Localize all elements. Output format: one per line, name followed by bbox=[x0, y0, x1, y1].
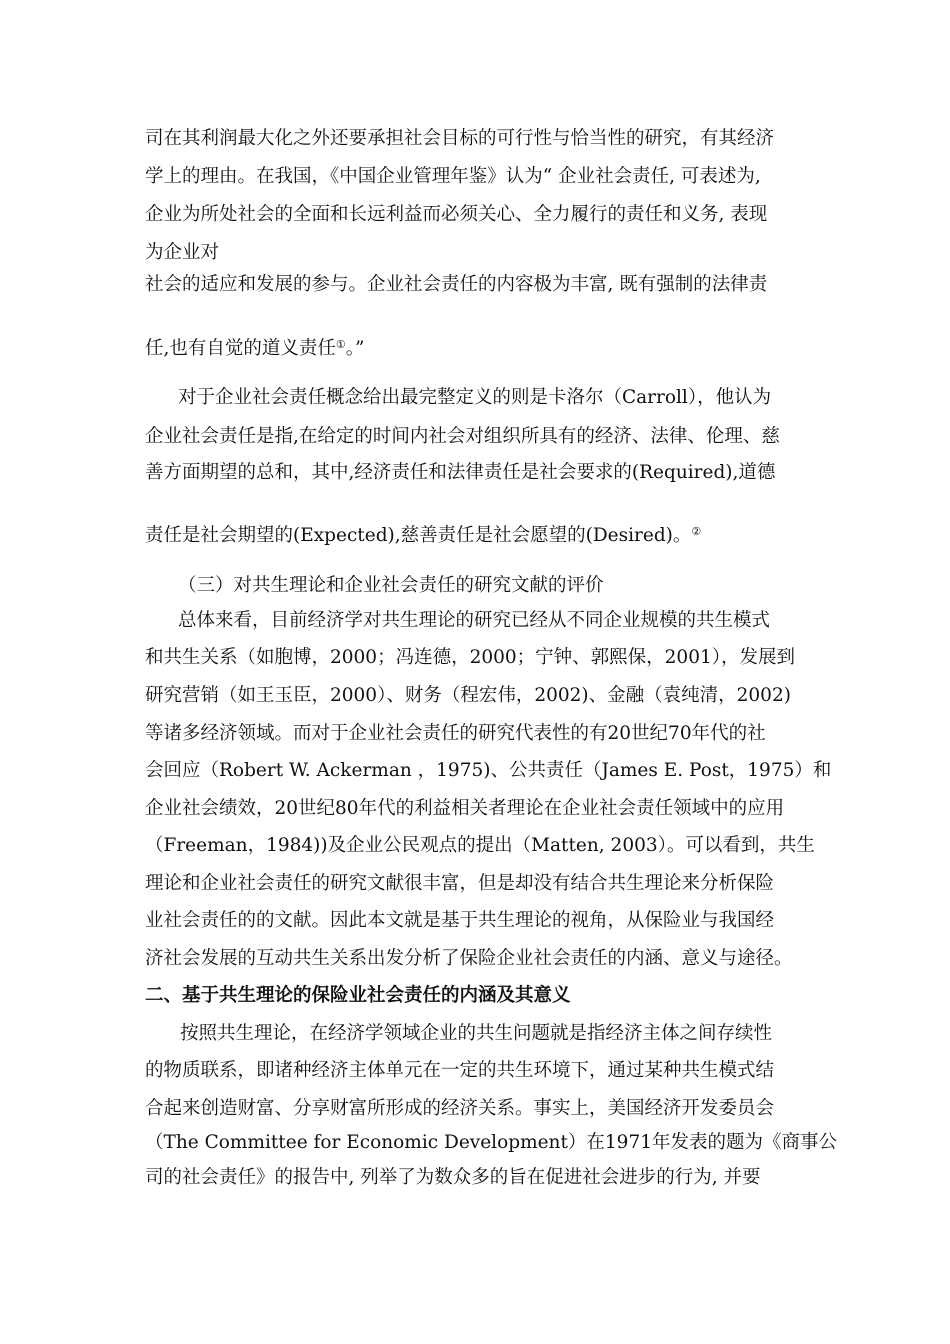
text-line: 企业为所处社会的全面和长远利益而必须关心、全力履行的责任和义务, 表现 bbox=[145, 204, 768, 225]
text-line: 会回应（Robert W. Ackerman ，1975)、公共责任（James E. Post，1975）和 bbox=[145, 760, 832, 781]
text-line: （The Committee for Economic Development）在1971年发表的题为《商事公 bbox=[145, 1132, 837, 1153]
footnote-ref-2: ② bbox=[691, 525, 702, 538]
text-line: （Freeman，1984))及企业公民观点的提出（Matten, 2003）。可以看到，共生 bbox=[145, 835, 815, 856]
text-line: 学上的理由。在我国，《中国企业管理年鉴》认为“ 企业社会责任, 可表述为, bbox=[145, 166, 761, 187]
text-line: 和共生关系（如胞博，2000；冯连德，2000；宁钟、郭熙保，2001），发展到 bbox=[145, 647, 795, 668]
text-line-with-footnote bbox=[145, 337, 364, 361]
text-line: 等诸多经济领域。而对于企业社会责任的研究代表性的有20世纪70年代的社 bbox=[145, 723, 766, 744]
text-line: 济社会发展的互动共生关系出发分析了保险企业社会责任的内涵、意义与途径。 bbox=[145, 948, 793, 969]
text-line: 业社会责任的的文献。因此本文就是基于共生理论的视角，从保险业与我国经 bbox=[145, 910, 775, 931]
text-line-with-footnote bbox=[145, 524, 701, 548]
paragraph-first-line: 总体来看，目前经济学对共生理论的研究已经从不同企业规模的共生模式 bbox=[178, 610, 771, 631]
text-line: 司在其利润最大化之外还要承担社会目标的可行性与恰当性的研究，有其经济 bbox=[145, 128, 775, 149]
text-line: 社会的适应和发展的参与。企业社会责任的内容极为丰富, 既有强制的法律责 bbox=[145, 274, 768, 295]
text-line: 研究营销（如王玉臣，2000）、财务（程宏伟，2002)、金融（袁纯清，2002) bbox=[145, 685, 791, 706]
paragraph-first-line: 对于企业社会责任概念给出最完整定义的则是卡洛尔（Carroll），他认为 bbox=[178, 387, 772, 408]
text-line: 企业社会责任是指,在给定的时间内社会对组织所具有的经济、法律、伦理、慈 bbox=[145, 426, 780, 447]
text-line: 为企业对 bbox=[145, 242, 220, 263]
text-line: 合起来创造财富、分享财富所形成的经济关系。事实上，美国经济开发委员会 bbox=[145, 1098, 775, 1119]
text-span: 任,也有自觉的道义责任 bbox=[145, 338, 336, 359]
text-line: 的物质联系，即诸种经济主体单元在一定的共生环境下，通过某种共生模式结 bbox=[145, 1060, 775, 1081]
paragraph-first-line: 按照共生理论，在经济学领域企业的共生问题就是指经济主体之间存续性 bbox=[180, 1023, 773, 1044]
text-span: 。” bbox=[345, 338, 365, 359]
text-line: 善方面期望的总和，其中,经济责任和法律责任是社会要求的(Required),道德 bbox=[145, 462, 776, 483]
text-line: 企业社会绩效，20世纪80年代的利益相关者理论在企业社会责任领域中的应用 bbox=[145, 798, 785, 819]
footnote-ref-1: ① bbox=[335, 338, 346, 351]
text-line: 理论和企业社会责任的研究文献很丰富，但是却没有结合共生理论来分析保险 bbox=[145, 873, 775, 894]
text-line: 司的社会责任》的报告中, 列举了为数众多的旨在促进社会进步的行为, 并要 bbox=[145, 1167, 761, 1188]
text-span: 责任是社会期望的(Expected),慈善责任是社会愿望的(Desired)。 bbox=[145, 525, 692, 546]
subsection-heading: （三）对共生理论和企业社会责任的研究文献的评价 bbox=[178, 575, 604, 596]
section-heading: 二、基于共生理论的保险业社会责任的内涵及其意义 bbox=[145, 985, 571, 1006]
